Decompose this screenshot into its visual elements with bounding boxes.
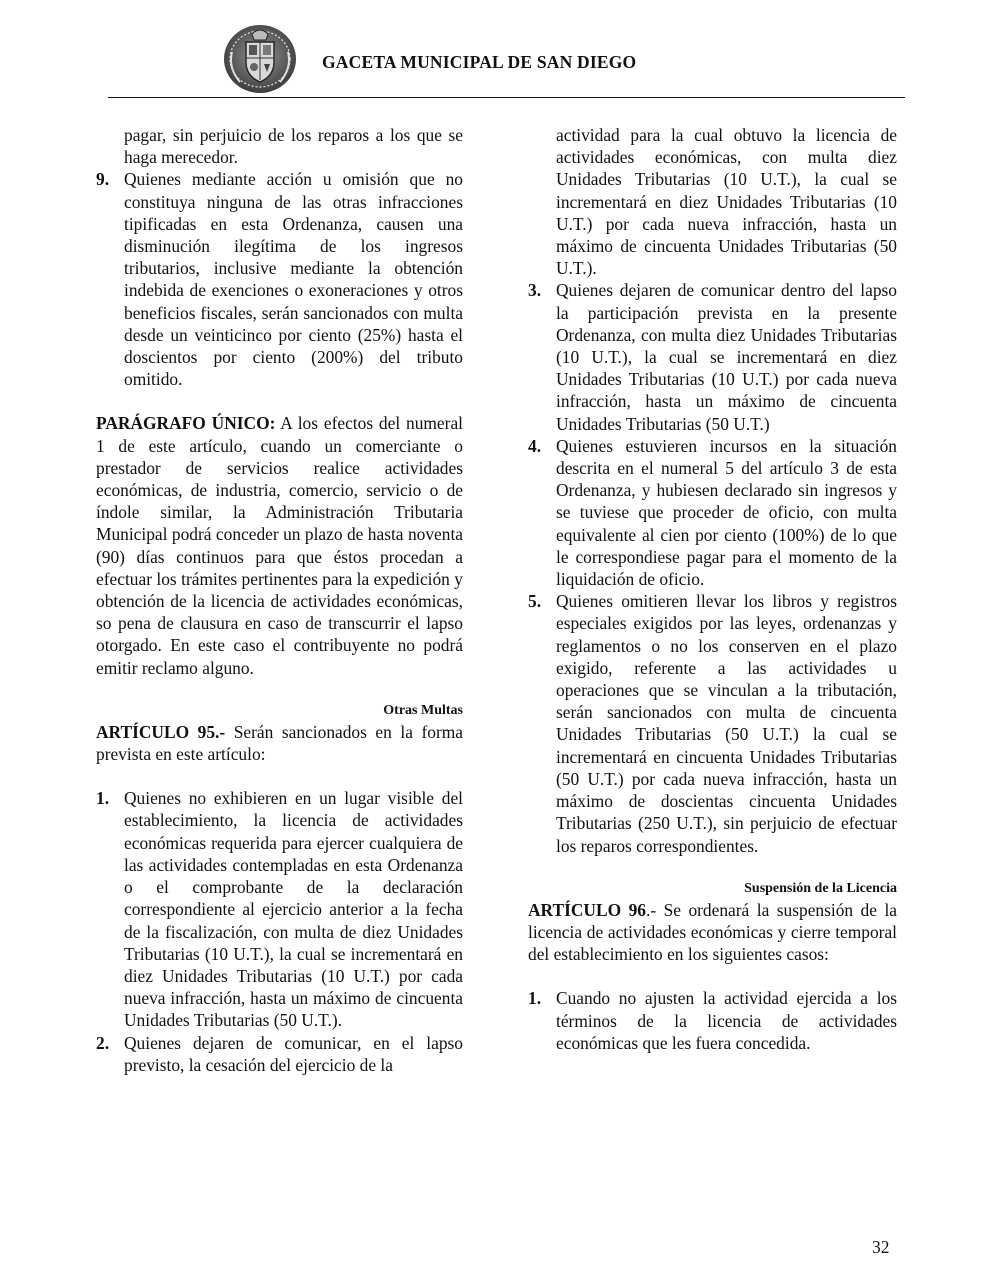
list-item-9 bbox=[96, 168, 463, 390]
page-number: 32 bbox=[872, 1237, 890, 1257]
paragrafo-text: A los efectos del numeral 1 de este artículo, cuando un comerciante o prestador de servicios realice actividades económicas, de industria, comercio, servicio o de índole similar, la Administración Tributaria Municipal podrá conceder un plazo de hasta noventa (90) días continuos para que éstos procedan a efectuar los trámites pertinentes para la expedición y obtención de la licencia de actividades económicas, so pena de clausura en caso de transcurrir el lapso otorgado. En este caso el contribuyente no podrá emitir reclamo alguno. bbox=[96, 413, 463, 678]
list-item-number: 2. bbox=[96, 1032, 110, 1053]
list-item-3 bbox=[528, 279, 897, 434]
continued-text-body: pagar, sin perjuicio de los reparos a los que se haga merecedor. bbox=[124, 125, 463, 168]
article-96-label: ARTÍCULO 96 bbox=[528, 899, 646, 920]
continued-text-body: actividad para la cual obtuvo la licencia de actividades económicas, con multa diez Unidades Tributarias (10 U.T.), la cual se incrementará en diez Unidades Tributarias (10 U.T.) por cada nueva infracción, hasta un máximo de cincuenta Unidades Tributarias (50 U.T.). bbox=[556, 125, 897, 279]
right-column bbox=[528, 124, 897, 1054]
page-header bbox=[0, 0, 990, 100]
section-heading-suspension: Suspensión de la Licencia bbox=[744, 880, 897, 896]
gazette-title: GACETA MUNICIPAL DE SAN DIEGO bbox=[322, 52, 637, 72]
article-95-text: Serán sancionados en la forma prevista en este artículo: bbox=[96, 721, 464, 765]
list-item-number: 1. bbox=[96, 788, 110, 809]
list-item-text: Quienes no exhibieren en un lugar visible del establecimiento, la licencia de actividades económicas requerida para ejercer cualquiera de las actividades contempladas en esta Ordenanza o el comprobante de la declaración correspondiente al ejercicio anterior a la fecha de la fiscalización, con multa de diez Unidades Tributarias (10 U.T.), la cual se incrementará en diez Unidades Tributarias (10 U.T.) por cada nueva infracción, hasta un máximo de cincuenta Unidades Tributarias (50 U.T.). bbox=[124, 788, 463, 1031]
list-item-text: Quienes omitieren llevar los libros y registros especiales exigidos por las leyes, ordenanzas y reglamentos o no los conserven en el plazo exigido, referente a las actividades u operaciones que se vinculan a la tributación, serán sancionados con multa de cincuenta Unidades Tributarias (50 U.T.) la cual se incrementará en cincuenta Unidades Tributarias (50 U.T.) por cada nueva infracción, hasta un máximo de doscientas cincuenta Unidades Tributarias (250 U.T.), sin perjuicio de efectuar los reparos correspondientes. bbox=[556, 591, 897, 856]
continued-text bbox=[96, 124, 463, 168]
left-column bbox=[96, 124, 463, 1076]
list-item-number: 5. bbox=[528, 591, 542, 612]
list-item-text: Quienes dejaren de comunicar, en el lapso previsto, la cesación del ejercicio de la bbox=[124, 1032, 463, 1075]
section-heading-otras-multas: Otras Multas bbox=[383, 702, 463, 718]
article-96-text: .- Se ordenará la suspensión de la licencia de actividades económicas y cierre temporal del establecimiento en los siguientes casos: bbox=[528, 899, 897, 965]
list-item-text: Quienes dejaren de comunicar dentro del lapso la participación prevista en la presente Ordenanza, con multa diez Unidades Tributarias (10 U.T.), la cual se incrementará en diez Unidades Tributarias (10 U.T.) por cada nueva infracción, hasta un máximo de cincuenta Unidades Tributarias (50 U.T.) bbox=[556, 280, 897, 434]
list-item-1 bbox=[96, 787, 463, 1031]
list-item-5 bbox=[528, 590, 897, 856]
list-item-number: 3. bbox=[528, 280, 542, 301]
paragrafo-label: PARÁGRAFO ÚNICO: bbox=[96, 413, 276, 434]
list-item-text: Quienes estuvieren incursos en la situación descrita en el numeral 5 del artículo 3 de esta Ordenanza, y hubiesen declarado sin ingresos y se tuviese que proceder de oficio, con multa equivalente al cien por ciento (100%) de lo que le correspondiese pagar para el momento de la liquidación de oficio. bbox=[556, 435, 897, 590]
municipal-coat-of-arms-icon bbox=[222, 22, 298, 94]
article-95 bbox=[96, 721, 463, 765]
list-item-number: 4. bbox=[528, 435, 542, 456]
continued-text bbox=[528, 124, 897, 279]
article-95-label: ARTÍCULO 95.- bbox=[96, 721, 226, 742]
list-item-number: 9. bbox=[96, 169, 110, 190]
article-96 bbox=[528, 899, 897, 966]
list-item-4 bbox=[528, 435, 897, 590]
list-item-number: 1. bbox=[528, 988, 542, 1009]
paragrafo-unico bbox=[96, 412, 463, 678]
list-item-96-1 bbox=[528, 987, 897, 1054]
list-item-text: Quienes mediante acción u omisión que no constituya ninguna de las otras infracciones tipificadas en esta Ordenanza, causen una disminución ilegítima de los ingresos tributarios, inclusive mediante la obtención indebida de exenciones o exoneraciones y otros beneficios fiscales, serán sancionados con multa desde un veinticinco por ciento (25%) hasta el doscientos por ciento (200%) del tributo omitido. bbox=[124, 169, 463, 390]
list-item-text: Cuando no ajusten la actividad ejercida a los términos de la licencia de actividades económicas que les fuera concedida. bbox=[556, 988, 897, 1053]
list-item-2 bbox=[96, 1032, 463, 1076]
header-divider bbox=[108, 97, 905, 98]
